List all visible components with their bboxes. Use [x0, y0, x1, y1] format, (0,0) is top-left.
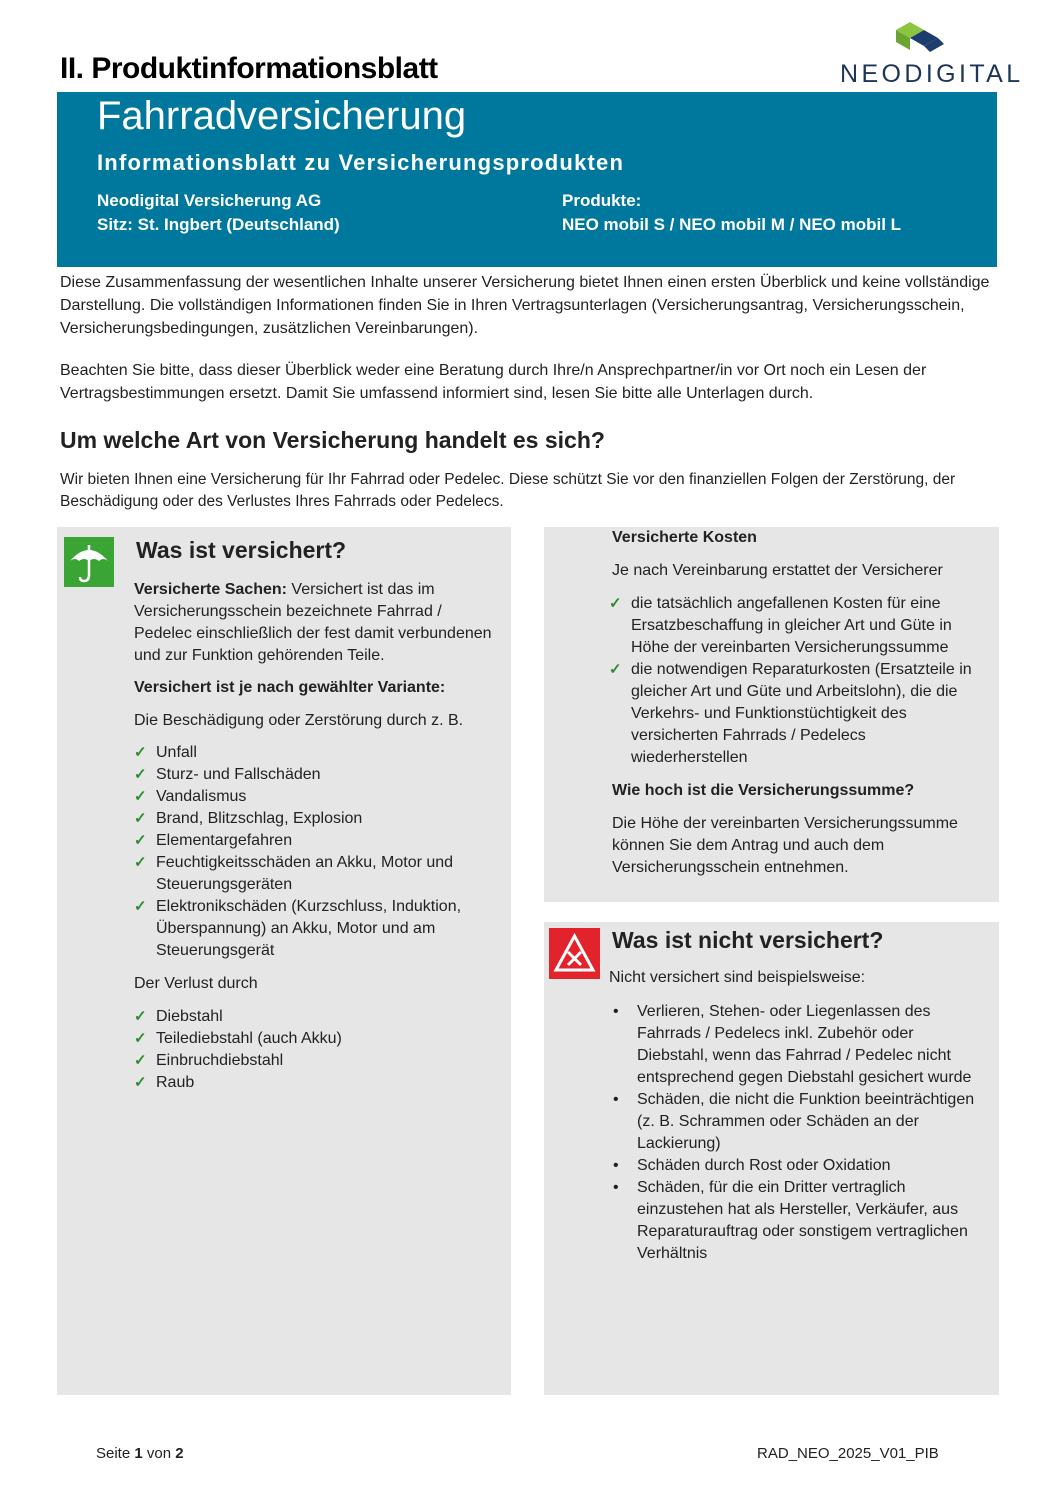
list-item: ✓ die notwendigen Reparaturkosten (Ersatzteile in gleicher Art und Güte und Arbeitslohn), die die Verkehrs- und Funktionstüchtigkeit des versicherten Fahrrads / Pedelecs wiederherstellen [609, 661, 972, 766]
damage-intro: Die Beschädigung oder Zerstörung durch z. B. [134, 712, 464, 729]
list-item: • Schäden durch Rost oder Oxidation [611, 1155, 976, 1177]
sum-text: Die Höhe der vereinbarten Versicherungssumme können Sie dem Antrag und auch dem Versicherungsschein entnehmen. [612, 815, 958, 876]
logo-text: NEODIGITAL [840, 60, 1024, 88]
check-icon: ✓ [134, 854, 147, 871]
list-item: ✓ Feuchtigkeitsschäden an Akku, Motor und Steuerungsgeräten [134, 854, 454, 893]
check-icon: ✓ [134, 766, 147, 783]
check-icon: ✓ [134, 832, 147, 849]
costs-panel [544, 527, 999, 902]
not-insured-panel [544, 922, 999, 1395]
logo-mark-icon [838, 20, 1000, 60]
products-info [562, 189, 901, 237]
list-item: • Schäden, für die ein Dritter vertraglich einzustehen hat als Hersteller, Verkäufer, aus Reparaturauftrag oder sonstigem vertraglichen Verhältnis [613, 1179, 968, 1262]
loss-list [134, 1006, 494, 1094]
intro-paragraph-2: Beachten Sie bitte, dass dieser Überblick weder eine Beratung durch Ihre/n Ansprechpartner/in vor Ort noch ein Lesen der Vertragsbestimmungen ersetzt. Damit Sie umfassend informiert sind, lesen Sie bitte alle Unterlagen durch. [60, 362, 927, 402]
list-item: • Schäden, die nicht die Funktion beeinträchtigen (z. B. Schrammen oder Schäden an der Lackierung) [613, 1091, 975, 1152]
company-name: Neodigital Versicherung AG [97, 191, 322, 210]
intro-paragraph-1: Diese Zusammenfassung der wesentlichen Inhalte unserer Versicherung bietet Ihnen einen ersten Überblick und keine vollständige Darstellung. Die vollständigen Informationen finden Sie in Ihren Vertragsunterlagen (Versicherungsantrag, Versicherungsschein, Versicherungsbedingungen, zusätzlichen Vereinbarungen). [60, 274, 990, 337]
check-icon: ✓ [134, 1052, 147, 1069]
list-item: ✓ Brand, Blitzschlag, Explosion [134, 808, 494, 830]
document-title: II. Produktinformationsblatt [60, 52, 438, 85]
list-item: ✓ Raub [134, 1072, 494, 1094]
list-item: • Verlieren, Stehen- oder Liegenlassen des Fahrrads / Pedelecs inkl. Zubehör oder Diebstahl, wenn das Fahrrad / Pedelec nicht entsprechend gegen Diebstahl gesichert wurde [613, 1003, 972, 1086]
bullet-icon: • [613, 1157, 619, 1174]
bullet-icon: • [613, 1003, 619, 1020]
title-banner [57, 92, 997, 267]
not-insured-list [611, 1001, 976, 1265]
company-seat: Sitz: St. Ingbert (Deutschland) [97, 215, 340, 234]
check-icon: ✓ [134, 898, 147, 915]
warning-x-icon [549, 928, 600, 979]
bullet-icon: • [613, 1091, 619, 1108]
costs-title: Versicherte Kosten [612, 529, 757, 546]
products-label: Produkte: [562, 191, 642, 210]
list-item: ✓ Teilediebstahl (auch Akku) [134, 1028, 494, 1050]
neodigital-logo [838, 20, 1024, 88]
product-title: Fahrradversicherung [97, 94, 467, 138]
costs-list [609, 593, 982, 769]
list-item: ✓ Sturz- und Fallschäden [134, 764, 494, 786]
list-item: ✓ Unfall [134, 742, 494, 764]
list-item: ✓ Einbruchdiebstahl [134, 1050, 494, 1072]
not-insured-title: Was ist nicht versichert? [612, 927, 884, 953]
umbrella-icon [64, 537, 114, 587]
type-description: Wir bieten Ihnen eine Versicherung für Ihr Fahrrad oder Pedelec. Diese schützt Sie vor den finanziellen Folgen der Zerstörung, der Beschädigung oder des Verlustes Ihres Fahrrads oder Pedelecs. [60, 471, 956, 510]
damage-list [134, 742, 494, 962]
list-item: ✓ Elementargefahren [134, 830, 494, 852]
list-item: ✓ die tatsächlich angefallenen Kosten für eine Ersatzbeschaffung in gleicher Art und Güte in Höhe der vereinbarten Versicherungssumme [609, 595, 952, 656]
insured-content [134, 579, 494, 1094]
insured-items-label: Versicherte Sachen: [134, 581, 287, 598]
insured-title: Was ist versichert? [136, 537, 347, 563]
list-item: ✓ Diebstahl [134, 1006, 494, 1028]
page-number: Seite 1 von 2 [96, 1445, 184, 1462]
sum-heading: Wie hoch ist die Versicherungssumme? [612, 782, 915, 799]
document-code: RAD_NEO_2025_V01_PIB [757, 1445, 939, 1462]
check-icon: ✓ [134, 1008, 147, 1025]
section-heading-type: Um welche Art von Versicherung handelt es sich? [60, 427, 605, 453]
product-subtitle: Informationsblatt zu Versicherungsprodukten [97, 150, 625, 175]
not-insured-intro: Nicht versichert sind beispielsweise: [609, 969, 866, 986]
check-icon: ✓ [134, 1074, 147, 1091]
products-list: NEO mobil S / NEO mobil M / NEO mobil L [562, 215, 902, 234]
check-icon: ✓ [134, 788, 147, 805]
insured-panel [57, 527, 511, 1395]
check-icon: ✓ [134, 1030, 147, 1047]
variant-label: Versichert ist je nach gewählter Variante: [134, 679, 446, 696]
costs-intro: Je nach Vereinbarung erstattet der Versicherer [612, 562, 943, 579]
insured-items-text: Versichert ist das im Versicherungsschein bezeichnete Fahrrad / Pedelec einschließlich der fest damit verbundenen und zur Funktion gehörenden Teile. [134, 581, 492, 664]
company-info [97, 189, 340, 237]
costs-content [609, 527, 982, 879]
check-icon: ✓ [134, 810, 147, 827]
check-icon: ✓ [609, 595, 622, 612]
check-icon: ✓ [134, 744, 147, 761]
list-item: ✓ Vandalismus [134, 786, 494, 808]
bullet-icon: • [613, 1179, 619, 1196]
check-icon: ✓ [609, 661, 622, 678]
list-item: ✓ Elektronikschäden (Kurzschluss, Induktion, Überspannung) an Akku, Motor und am Steuerungsgerät [134, 898, 462, 959]
insured-items-paragraph [134, 579, 494, 667]
loss-intro: Der Verlust durch [134, 975, 258, 992]
